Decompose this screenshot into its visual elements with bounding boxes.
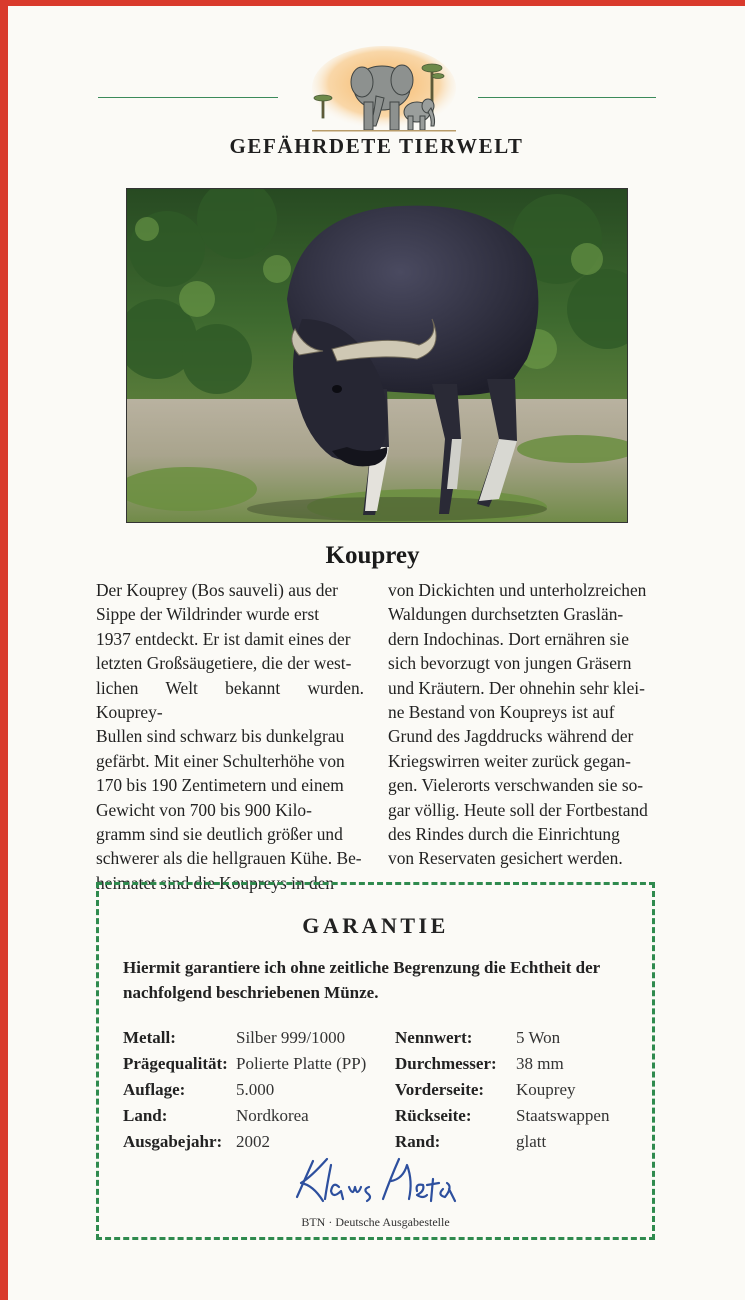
spec-label: Land: bbox=[123, 1106, 168, 1125]
spec-row bbox=[395, 1025, 609, 1051]
certificate-sheet bbox=[8, 6, 745, 1300]
spec-row bbox=[123, 1051, 366, 1077]
spec-value: Silber 999/1000 bbox=[236, 1028, 346, 1047]
spec-label: Vorderseite: bbox=[395, 1080, 485, 1099]
article-line: 1937 entdeckt. Er ist damit eines der bbox=[96, 628, 351, 649]
article-line: und Kräutern. Der ohnehin sehr klei- bbox=[388, 677, 645, 698]
spec-label: Prägequalität: bbox=[123, 1054, 228, 1073]
spec-value: 5.000 bbox=[236, 1080, 275, 1099]
guarantee-statement-line: Hiermit garantiere ich ohne zeitliche Begrenzung die Echtheit der bbox=[123, 958, 601, 977]
guarantee-statement-line: nachfolgend beschriebenen Münze. bbox=[123, 983, 379, 1002]
article-line: Bullen sind schwarz bis dunkelgrau bbox=[96, 726, 345, 747]
spec-value: 5 Won bbox=[516, 1028, 561, 1047]
guarantee-title: GARANTIE bbox=[302, 913, 449, 938]
article-title: Kouprey bbox=[325, 542, 420, 569]
spec-value: Kouprey bbox=[516, 1080, 576, 1099]
spec-label: Nennwert: bbox=[395, 1028, 473, 1047]
article-line: Waldungen durchsetzten Graslän- bbox=[388, 604, 624, 625]
article-line: ne Bestand von Koupreys ist auf bbox=[388, 702, 615, 723]
spec-label: Durchmesser: bbox=[395, 1054, 497, 1073]
spec-row bbox=[123, 1103, 366, 1129]
article-line: gen. Vielerorts verschwanden sie so- bbox=[388, 775, 644, 796]
spec-row bbox=[395, 1103, 609, 1129]
article-line: gar völlig. Heute soll der Fortbestand bbox=[388, 799, 648, 820]
article-line: gramm sind sie deutlich größer und bbox=[96, 824, 343, 845]
article-line: heimatet sind die Koupreys in den bbox=[96, 872, 335, 893]
handwritten-signature bbox=[287, 1151, 462, 1213]
article-column-left bbox=[96, 578, 364, 895]
spec-row bbox=[395, 1077, 609, 1103]
guarantee-box bbox=[96, 882, 655, 1240]
article-line: 170 bis 190 Zentimetern und einem bbox=[96, 775, 344, 796]
header-rule-right bbox=[478, 97, 656, 98]
elephant-logo-icon bbox=[304, 46, 464, 142]
kouprey-photo bbox=[126, 188, 628, 523]
spec-label: Rückseite: bbox=[395, 1106, 472, 1125]
article-line: von Dickichten und unterholzreichen bbox=[388, 580, 647, 600]
article-line: des Rindes durch die Einrichtung bbox=[388, 824, 620, 845]
article-line: gefärbt. Mit einer Schulterhöhe von bbox=[96, 750, 345, 771]
article-line: Sippe der Wildrinder wurde erst bbox=[96, 604, 320, 625]
header-rule-left bbox=[98, 97, 278, 98]
article-line: Grund des Jagddrucks während der bbox=[388, 726, 634, 747]
article-line: dern Indochinas. Dort ernähren sie bbox=[388, 628, 629, 649]
article-line: schwerer als die hellgrauen Kühe. Be- bbox=[96, 848, 362, 869]
spec-value: 38 mm bbox=[516, 1054, 564, 1073]
article-line: sich bevorzugt von jungen Gräsern bbox=[388, 653, 632, 674]
spec-label: Rand: bbox=[395, 1132, 441, 1151]
spec-label: Ausgabejahr: bbox=[123, 1132, 223, 1151]
spec-value: glatt bbox=[516, 1132, 547, 1151]
article-line: Der Kouprey (Bos sauveli) aus der bbox=[96, 580, 338, 600]
guarantee-statement bbox=[123, 955, 633, 1005]
article-line: letzten Großsäugetiere, die der west- bbox=[96, 653, 352, 674]
spec-row bbox=[123, 1077, 366, 1103]
coin-specs-right bbox=[395, 1025, 609, 1155]
issuer-caption: BTN · Deutsche Ausgabestelle bbox=[301, 1215, 450, 1229]
brand-title: GEFÄHRDETE TIERWELT bbox=[229, 134, 524, 158]
spec-label: Auflage: bbox=[123, 1080, 186, 1099]
spec-value: 2002 bbox=[236, 1132, 270, 1151]
article-line: von Reservaten gesichert werden. bbox=[388, 848, 623, 869]
spec-row bbox=[395, 1051, 609, 1077]
kouprey-illustration bbox=[127, 189, 628, 523]
coin-specs-left bbox=[123, 1025, 366, 1155]
article-column-right bbox=[388, 578, 656, 871]
spec-row bbox=[123, 1025, 366, 1051]
spec-label: Metall: bbox=[123, 1028, 176, 1047]
article-line: Gewicht von 700 bis 900 Kilo- bbox=[96, 799, 312, 820]
spec-value: Polierte Platte (PP) bbox=[236, 1054, 367, 1073]
article-line: lichen Welt bekannt wurden. Kouprey- bbox=[96, 677, 364, 723]
spec-value: Nordkorea bbox=[236, 1106, 309, 1125]
spec-value: Staatswappen bbox=[516, 1106, 610, 1125]
article-line: Kriegswirren weiter zurück gegan- bbox=[388, 750, 631, 771]
